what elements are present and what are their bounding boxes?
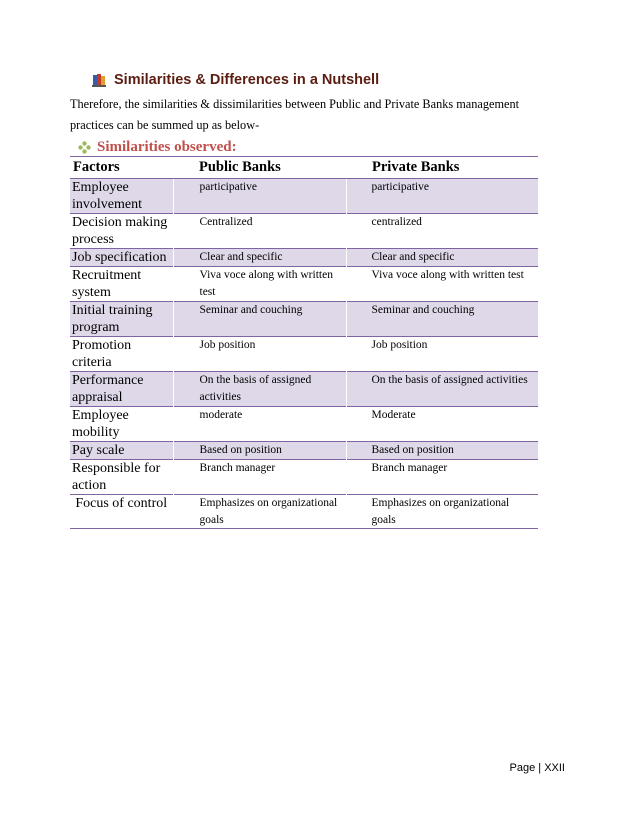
intro-paragraph: Therefore, the similarities & dissimilarities between Public and Private Banks management practices can be summed up as below- [70, 97, 520, 132]
private-cell: Moderate [346, 407, 538, 442]
public-cell: Emphasizes on organizational goals [173, 495, 346, 529]
header-private-banks: Private Banks [346, 157, 538, 179]
table-row [70, 249, 538, 267]
factor-cell: Responsible for action [70, 460, 173, 495]
public-cell: Branch manager [173, 460, 346, 495]
section-heading-text: Similarities & Differences in a Nutshell [114, 72, 380, 88]
book-bullet-icon [92, 73, 106, 87]
private-cell: On the basis of assigned activities [346, 372, 538, 407]
table-row [70, 214, 538, 249]
factor-cell: Focus of control [70, 495, 173, 529]
private-cell: Clear and specific [346, 249, 538, 267]
table-row [70, 302, 538, 337]
diamond-bullet-icon [78, 141, 91, 154]
table-row [70, 337, 538, 372]
private-cell: Viva voce along with written test [346, 267, 538, 302]
private-cell: Job position [346, 337, 538, 372]
table-row [70, 460, 538, 495]
factor-cell: Initial training program [70, 302, 173, 337]
private-cell: Branch manager [346, 460, 538, 495]
factor-cell: Promotion criteria [70, 337, 173, 372]
factor-cell: Performance appraisal [70, 372, 173, 407]
public-cell: Centralized [173, 214, 346, 249]
table-row [70, 407, 538, 442]
public-cell: participative [173, 179, 346, 214]
public-cell: Based on position [173, 442, 346, 460]
private-cell: Based on position [346, 442, 538, 460]
private-cell: Seminar and couching [346, 302, 538, 337]
factor-cell: Job specification [70, 249, 173, 267]
header-public-banks: Public Banks [173, 157, 346, 179]
factor-cell: Pay scale [70, 442, 173, 460]
public-cell: Viva voce along with written test [173, 267, 346, 302]
public-cell: Job position [173, 337, 346, 372]
factor-cell: Employee involvement [70, 179, 173, 214]
page-number: Page | XXII [509, 762, 565, 774]
private-cell: participative [346, 179, 538, 214]
table-row [70, 495, 538, 529]
similarities-subheading [78, 139, 237, 156]
factor-cell: Decision making process [70, 214, 173, 249]
table-row [70, 267, 538, 302]
table-row [70, 372, 538, 407]
public-cell: moderate [173, 407, 346, 442]
header-factors: Factors [70, 157, 173, 179]
factor-cell: Employee mobility [70, 407, 173, 442]
table-header-row [70, 157, 538, 179]
factor-cell: Recruitment system [70, 267, 173, 302]
similarities-subheading-text: Similarities observed: [97, 139, 237, 155]
public-cell: On the basis of assigned activities [173, 372, 346, 407]
private-cell: Emphasizes on organizational goals [346, 495, 538, 529]
private-cell: centralized [346, 214, 538, 249]
table-row [70, 442, 538, 460]
section-heading [92, 72, 379, 88]
public-cell: Clear and specific [173, 249, 346, 267]
similarities-table [70, 156, 538, 529]
table-row [70, 179, 538, 214]
public-cell: Seminar and couching [173, 302, 346, 337]
